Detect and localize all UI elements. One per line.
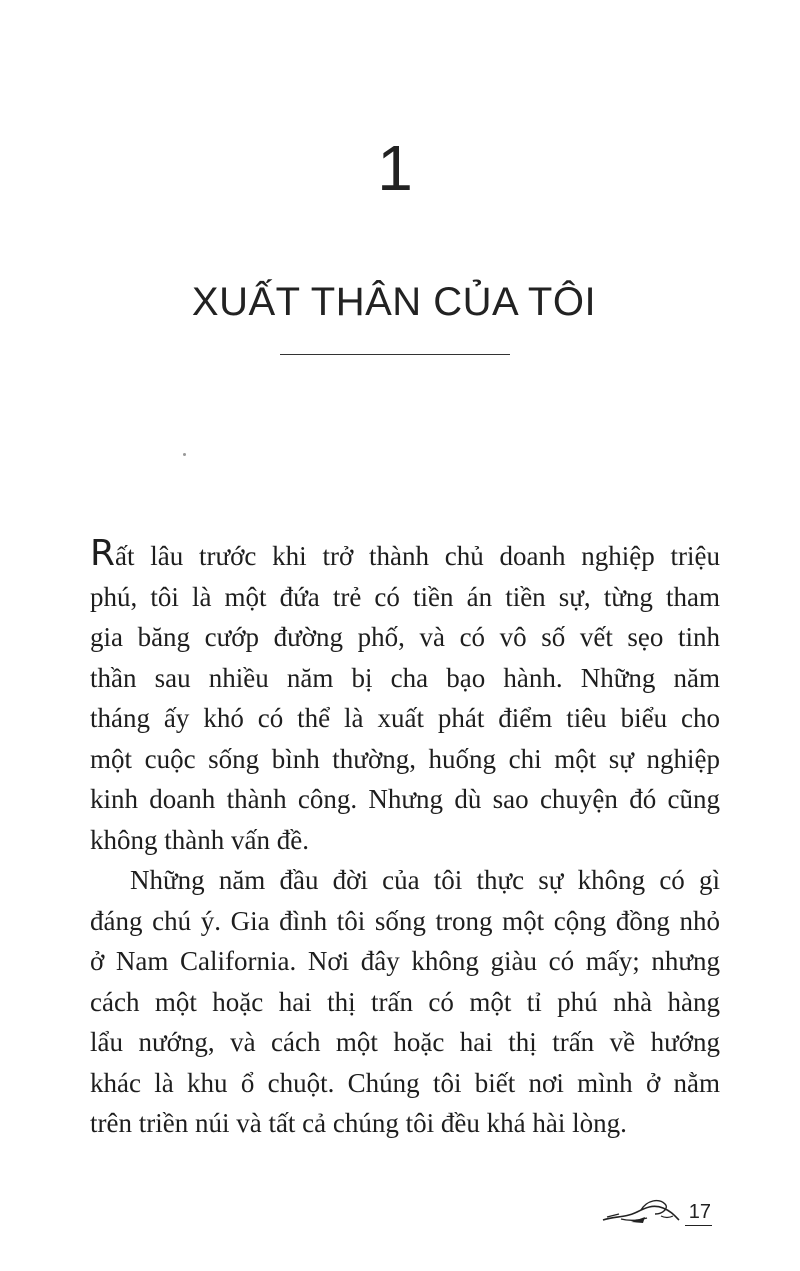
text-line: một cuộc sống bình thường, huống chi một sự nghiệp bbox=[90, 743, 720, 774]
text-line: lẩu nướng, và cách một hoặc hai thị trấn về hướng bbox=[90, 1027, 720, 1057]
text-line: cách một hoặc hai thị trấn có một tỉ phú nhà hàng bbox=[90, 986, 720, 1017]
text-line: đáng chú ý. Gia đình tôi sống trong một cộng đồng nhỏ bbox=[90, 905, 720, 936]
paragraph-1 bbox=[90, 533, 720, 860]
title-divider bbox=[280, 354, 510, 355]
page-number: 17 bbox=[685, 1200, 712, 1226]
text-line: phú, tôi là một đứa trẻ có tiền án tiền sự, từng tham bbox=[90, 581, 720, 612]
drop-cap: R bbox=[90, 533, 116, 574]
page-footer bbox=[601, 1186, 712, 1226]
text-line: khác là khu ổ chuột. Chúng tôi biết nơi mình ở nằm bbox=[90, 1067, 720, 1098]
text-line: Rất lâu trước khi trở thành chủ doanh nghiệp triệu bbox=[90, 533, 720, 574]
chapter-title: XUẤT THÂN CỦA TÔI bbox=[191, 280, 597, 324]
pen-flourish-icon bbox=[601, 1196, 681, 1226]
chapter-body bbox=[90, 533, 720, 1144]
paragraph-2 bbox=[90, 860, 720, 1144]
text-line: Những năm đầu đời của tôi thực sự không có gì bbox=[130, 865, 720, 895]
text-line: gia băng cướp đường phố, và có vô số vết sẹo tinh bbox=[90, 622, 720, 652]
chapter-number: 1 bbox=[377, 132, 413, 204]
text-line: ở Nam California. Nơi đây không giàu có mấy; nhưng bbox=[90, 946, 720, 976]
text-line: kinh doanh thành công. Nhưng dù sao chuyện đó cũng bbox=[90, 784, 720, 814]
text-line: tháng ấy khó có thể là xuất phát điểm tiêu biểu cho bbox=[90, 703, 720, 733]
text-line: thần sau nhiều năm bị cha bạo hành. Những năm bbox=[90, 662, 720, 693]
print-speck bbox=[183, 453, 186, 456]
text-line: trên triền núi và tất cả chúng tôi đều khá hài lòng. bbox=[90, 1108, 627, 1138]
text-line: không thành vấn đề. bbox=[90, 824, 309, 855]
